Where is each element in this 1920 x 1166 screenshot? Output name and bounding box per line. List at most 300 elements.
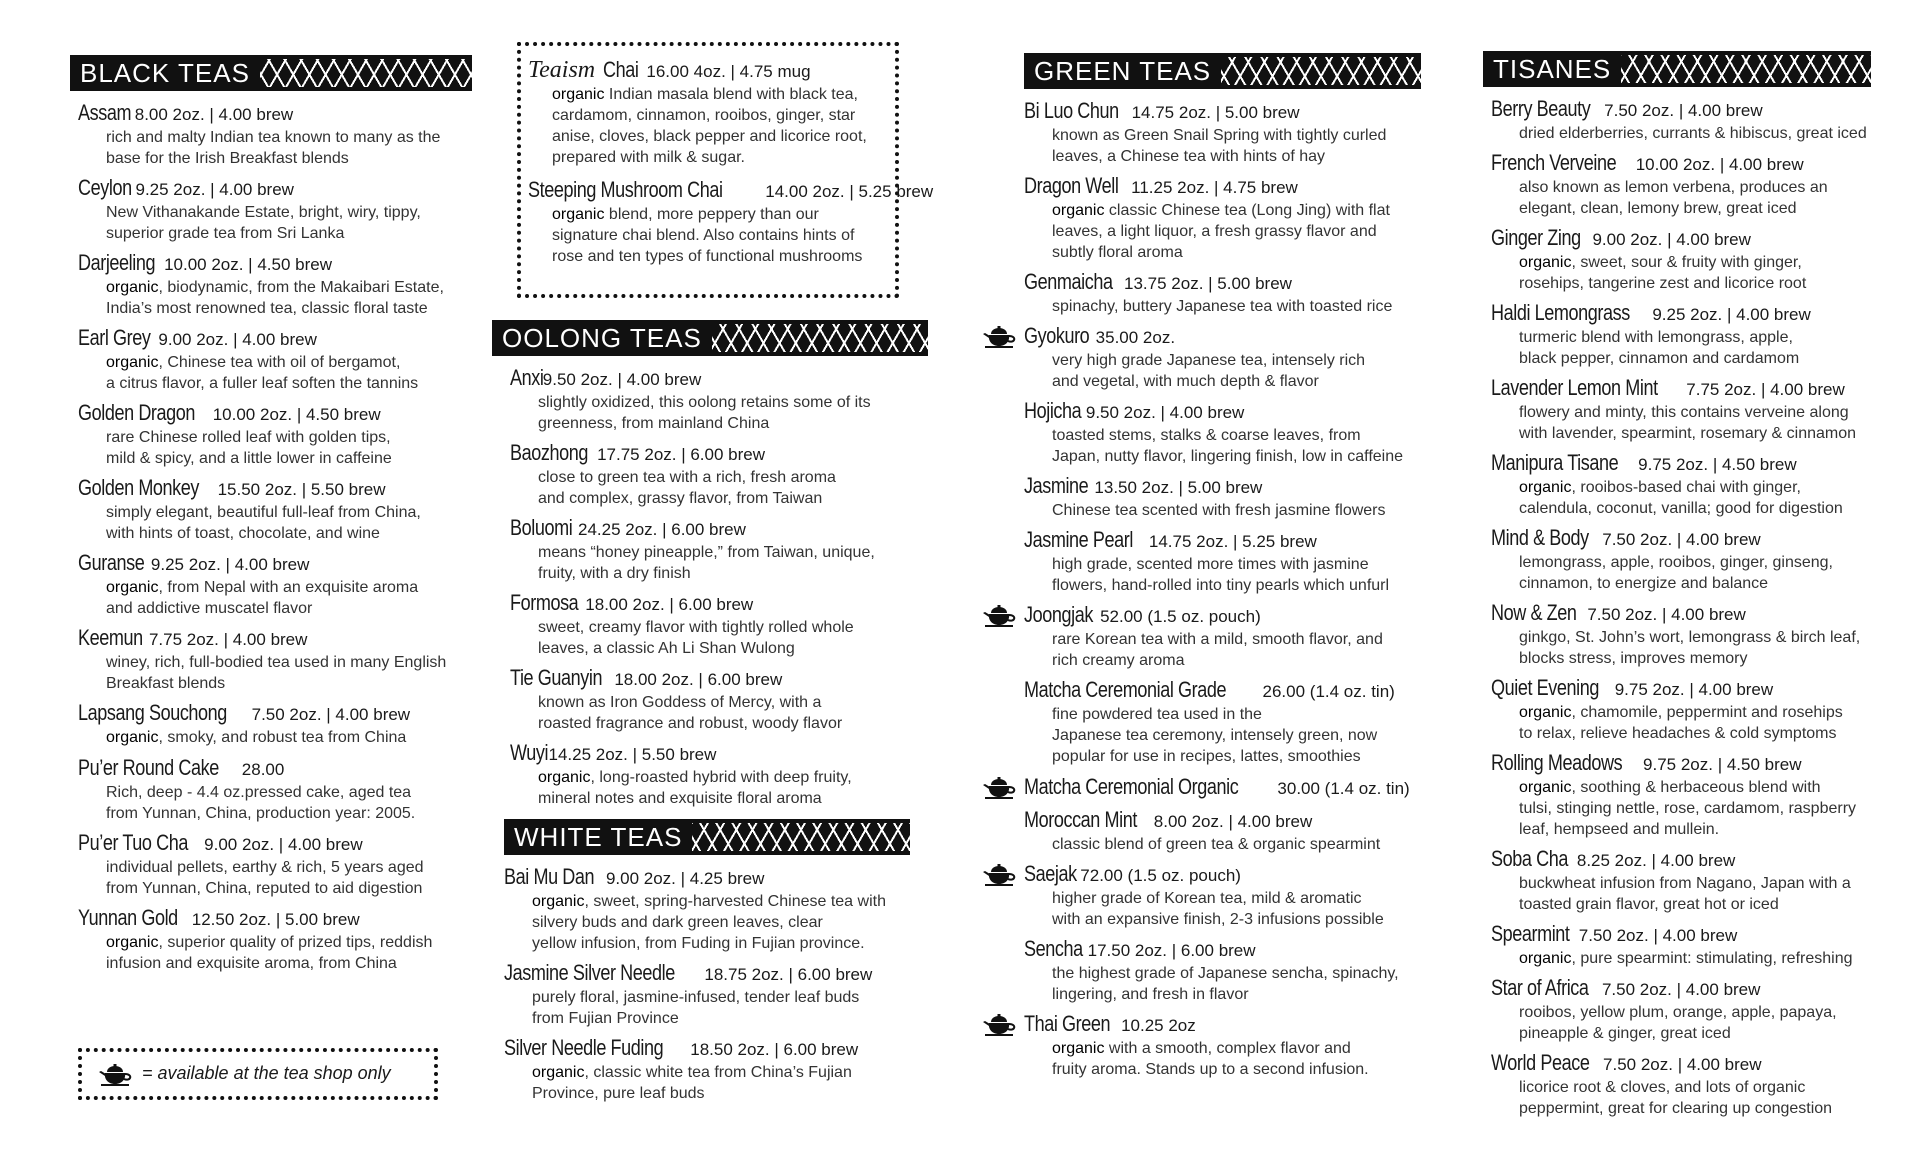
tea-item (78, 326, 470, 394)
tea-price: 7.50 2oz. | 4.00 brew (1601, 980, 1761, 999)
tea-description (1024, 1038, 1444, 1080)
tea-name: Lavender Lemon Mint (1491, 375, 1658, 400)
green-teas-section (1024, 53, 1444, 1087)
description-line: known as Green Snail Spring with tightly curled (1052, 127, 1387, 144)
tea-item (78, 756, 470, 824)
tea-item (1491, 847, 1903, 915)
tea-item (1491, 151, 1903, 219)
description-line: organic, classic white tea from China’s Fujian (532, 1064, 852, 1081)
description-line: calendula, coconut, vanilla; good for digestion (1519, 500, 1843, 517)
organic-label: organic (106, 579, 159, 596)
description-line: very high grade Japanese tea, intensely rich (1052, 352, 1366, 369)
tea-price: 9.25 2oz. | 4.00 brew (135, 180, 294, 199)
tea-price: 13.75 2oz. | 5.00 brew (1124, 274, 1292, 293)
description-line: organic, smoky, and robust tea from China (106, 729, 407, 746)
tea-item (1491, 97, 1903, 144)
tea-description (1491, 777, 1903, 840)
tea-item (510, 591, 922, 659)
description-line: peppermint, great for clearing up congestion (1519, 1100, 1833, 1117)
tea-name: Anxi (510, 365, 544, 390)
tea-item (78, 101, 470, 169)
organic-label: organic (1519, 479, 1572, 496)
tea-item (1491, 751, 1903, 840)
tea-name: Hojicha (1024, 398, 1082, 423)
tea-price: 9.00 2oz. | 4.00 brew (158, 330, 317, 349)
description-line: organic, sweet, sour & fruity with ginger, (1519, 254, 1802, 271)
tea-description (78, 352, 470, 394)
description-line: organic, pure spearmint: stimulating, refreshing (1519, 950, 1853, 967)
tea-heading (78, 701, 470, 727)
tea-name: Now & Zen (1491, 600, 1577, 625)
description-line: higher grade of Korean tea, mild & aromatic (1052, 890, 1362, 907)
tea-item (78, 701, 470, 748)
tea-price: 14.25 2oz. | 5.50 brew (548, 745, 717, 764)
tea-name: Berry Beauty (1491, 96, 1591, 121)
tea-description (1491, 552, 1903, 594)
tea-description (78, 202, 470, 244)
tea-description (1491, 123, 1903, 144)
organic-label: organic (106, 279, 159, 296)
tea-heading (78, 326, 470, 352)
tea-name: Joongjak (1024, 602, 1093, 627)
tea-item (1491, 676, 1903, 744)
tea-item (504, 865, 924, 954)
tea-price: 10.00 2oz. | 4.50 brew (212, 405, 381, 424)
tea-name: Silver Needle Fuding (504, 1035, 664, 1060)
tisanes-section (1483, 51, 1903, 1126)
tea-description (510, 467, 922, 509)
description-line: close to green tea with a rich, fresh aroma (538, 469, 836, 486)
tea-price: 9.25 2oz. | 4.00 brew (150, 555, 310, 574)
white-teas-section (504, 819, 924, 1111)
description-line: popular for use in recipes, lattes, smoothies (1052, 748, 1361, 765)
tea-heading (1491, 751, 1903, 777)
description-line: high grade, scented more times with jasmine (1052, 556, 1369, 573)
tea-description (1491, 252, 1903, 294)
description-line: pineapple & ginger, great iced (1519, 1025, 1731, 1042)
tea-name: Soba Cha (1491, 846, 1568, 871)
tea-item (78, 551, 470, 619)
tea-heading (1491, 976, 1903, 1002)
tea-price: 7.75 2oz. | 4.00 brew (148, 630, 308, 649)
description-line: fine powdered tea used in the (1052, 706, 1262, 723)
tea-heading (1024, 174, 1444, 200)
tea-name: Darjeeling (78, 250, 156, 275)
tea-description (510, 767, 922, 809)
tea-price: 7.75 2oz. | 4.00 brew (1686, 380, 1845, 399)
tea-description (504, 1062, 924, 1104)
organic-label: organic (106, 934, 159, 951)
tea-description (1491, 1077, 1903, 1119)
tea-heading (78, 831, 470, 857)
tea-item (1491, 226, 1903, 294)
description-line: toasted stems, stalks & coarse leaves, from (1052, 427, 1361, 444)
legend-box (78, 1048, 438, 1100)
tea-price: 17.75 2oz. | 6.00 brew (597, 445, 766, 464)
tea-item (1491, 451, 1903, 519)
description-line: organic, soothing & herbaceous blend with (1519, 779, 1821, 796)
section-header (1024, 53, 1444, 89)
tea-description (1024, 125, 1444, 167)
organic-label: organic (1519, 950, 1572, 967)
description-line: also known as lemon verbena, produces an (1519, 179, 1828, 196)
tea-heading (1491, 451, 1903, 477)
tea-price: 10.25 2oz (1121, 1016, 1196, 1035)
description-line: rosehips, tangerine zest and licorice root (1519, 275, 1807, 292)
tea-heading (510, 366, 922, 392)
tea-description (1024, 888, 1444, 930)
tea-heading (1024, 937, 1444, 963)
description-line: cardamom, cinnamon, rooibos, ginger, star (552, 107, 856, 124)
tea-heading (78, 251, 470, 277)
description-line: Chinese tea scented with fresh jasmine flowers (1052, 502, 1386, 519)
tea-heading (1491, 151, 1903, 177)
section-header (70, 55, 470, 91)
decorative-pattern (692, 819, 910, 855)
description-line: ginkgo, St. John’s wort, lemongrass & birch leaf, (1519, 629, 1861, 646)
description-line: organic, Chinese tea with oil of bergamot, (106, 354, 401, 371)
tea-description (528, 204, 898, 267)
description-line: roasted fragrance and robust, woody flavor (538, 715, 843, 732)
tea-name: Dragon Well (1024, 173, 1119, 198)
tea-item (1491, 1051, 1903, 1119)
tea-name: Chai (603, 57, 639, 82)
tea-description (78, 577, 470, 619)
description-line: Province, pure leaf buds (532, 1085, 705, 1102)
tea-price: 11.25 2oz. | 4.75 brew (1131, 178, 1298, 197)
tea-price: 26.00 (1.4 oz. tin) (1262, 682, 1395, 701)
tea-heading (1024, 775, 1444, 801)
description-line: organic, long-roasted hybrid with deep fruity, (538, 769, 852, 786)
tea-description (510, 392, 922, 434)
tea-heading (78, 626, 470, 652)
description-line: Japan, nutty flavor, lingering finish, low in caffeine (1052, 448, 1404, 465)
tea-heading (78, 476, 470, 502)
organic-label: organic (1519, 779, 1572, 796)
description-line: individual pellets, earthy & rich, 5 years aged (106, 859, 424, 876)
tea-item (510, 666, 922, 734)
tea-description (1024, 834, 1444, 855)
tea-name: Matcha Ceremonial Organic (1024, 774, 1239, 799)
description-line: with an expansive finish, 2-3 infusions possible (1052, 911, 1384, 928)
description-line: from Fujian Province (532, 1010, 679, 1027)
tea-item (1491, 526, 1903, 594)
tea-price: 14.75 2oz. | 5.00 brew (1131, 103, 1300, 122)
tea-heading (504, 961, 924, 987)
tea-item (1024, 399, 1444, 467)
description-line: from Yunnan, China, reputed to aid digestion (106, 880, 423, 897)
tea-item (528, 177, 934, 267)
tea-description (1491, 627, 1903, 669)
description-line: signature chai blend. Also contains hints of (552, 227, 855, 244)
tea-heading (1491, 97, 1903, 123)
tea-price: 9.25 2oz. | 4.00 brew (1652, 305, 1811, 324)
tea-description (78, 427, 470, 469)
tea-heading (78, 176, 470, 202)
tea-item (528, 58, 898, 168)
tea-price: 10.00 2oz. | 4.00 brew (1635, 155, 1804, 174)
tea-heading (1024, 324, 1444, 350)
tea-name: Tie Guanyin (510, 665, 603, 690)
description-line: greenness, from mainland China (538, 415, 770, 432)
tea-name: World Peace (1491, 1050, 1590, 1075)
description-line: prepared with milk & sugar. (552, 149, 745, 166)
description-line: blocks stress, improves memory (1519, 650, 1748, 667)
tea-price: 15.50 2oz. | 5.50 brew (217, 480, 386, 499)
tea-heading (1024, 678, 1444, 704)
tea-price: 14.75 2oz. | 5.25 brew (1148, 532, 1317, 551)
teapot-icon (982, 864, 1016, 886)
description-line: base for the Irish Breakfast blends (106, 150, 349, 167)
tea-name: Moroccan Mint (1024, 807, 1137, 832)
tea-price: 12.50 2oz. | 5.00 brew (191, 910, 360, 929)
tea-description (78, 127, 470, 169)
tea-item (1491, 976, 1903, 1044)
description-line: fruity, with a dry finish (538, 565, 691, 582)
tea-heading (1024, 603, 1444, 629)
tea-item (510, 741, 922, 809)
teapot-icon (982, 1014, 1016, 1036)
tea-price: 18.00 2oz. | 6.00 brew (585, 595, 754, 614)
description-line: flowery and minty, this contains verveine along (1519, 404, 1849, 421)
tea-description (1024, 629, 1444, 671)
tea-price: 9.75 2oz. | 4.50 brew (1638, 455, 1797, 474)
tea-item (78, 251, 470, 319)
description-line: mild & spicy, and a little lower in caffeine (106, 450, 392, 467)
tea-item (1024, 474, 1444, 521)
tea-item (1024, 808, 1444, 855)
tea-price: 13.50 2oz. | 5.00 brew (1094, 478, 1263, 497)
description-line: rooibos, yellow plum, orange, apple, papaya, (1519, 1004, 1837, 1021)
tea-heading (1024, 1012, 1444, 1038)
tea-heading (78, 551, 470, 577)
tea-name: Yunnan Gold (78, 905, 178, 930)
tea-item (1024, 99, 1444, 167)
description-line: rose and ten types of functional mushrooms (552, 248, 863, 265)
decorative-pattern (1221, 53, 1421, 89)
tea-description (1024, 200, 1444, 263)
tea-item (78, 476, 470, 544)
tea-item (1024, 174, 1444, 263)
tea-name: Sencha (1024, 936, 1083, 961)
tea-price: 8.25 2oz. | 4.00 brew (1576, 851, 1736, 870)
description-line: Breakfast blends (106, 675, 226, 692)
section-title: WHITE TEAS (504, 819, 692, 855)
description-line: leaf, hempseed and mullein. (1519, 821, 1720, 838)
tea-price: 8.00 2oz. | 4.00 brew (134, 105, 294, 124)
tea-price: 30.00 (1.4 oz. tin) (1277, 779, 1410, 798)
tea-price: 10.00 2oz. | 4.50 brew (164, 255, 332, 274)
section-header (1483, 51, 1903, 87)
tea-price: 7.50 2oz. | 4.00 brew (1603, 1055, 1762, 1074)
tea-description (1024, 704, 1444, 767)
tea-description (78, 277, 470, 319)
tea-name: Thai Green (1024, 1011, 1111, 1036)
description-line: organic, from Nepal with an exquisite aroma (106, 579, 419, 596)
tea-price: 24.25 2oz. | 6.00 brew (577, 520, 746, 539)
tea-list (70, 101, 470, 974)
tea-price: 14.00 2oz. | 5.25 brew (765, 182, 934, 201)
description-line: classic blend of green tea & organic spearmint (1052, 836, 1381, 853)
description-line: subtly floral aroma (1052, 244, 1183, 261)
description-line: and addictive muscatel flavor (106, 600, 313, 617)
black-teas-section (70, 55, 470, 981)
description-line: the highest grade of Japanese sencha, spinachy, (1052, 965, 1399, 982)
section-header (504, 819, 924, 855)
tea-name: Ceylon (78, 175, 132, 200)
description-line: turmeric blend with lemongrass, apple, (1519, 329, 1793, 346)
decorative-pattern (712, 320, 928, 356)
description-line: dried elderberries, currants & hibiscus, great iced (1519, 125, 1867, 142)
tea-item (1024, 603, 1444, 671)
description-line: India’s most renowned tea, classic floral taste (106, 300, 428, 317)
section-title: OOLONG TEAS (492, 320, 712, 356)
tea-heading (1024, 808, 1444, 834)
organic-label: organic (1052, 1040, 1105, 1057)
tea-heading (504, 865, 924, 891)
description-line: lemongrass, apple, rooibos, ginger, ginseng, (1519, 554, 1833, 571)
tea-heading (1491, 526, 1903, 552)
description-line: to relax, relieve headaches & cold symptoms (1519, 725, 1837, 742)
tea-heading (78, 756, 470, 782)
organic-label: organic (538, 769, 591, 786)
organic-label: organic (532, 1064, 585, 1081)
tea-item (1024, 270, 1444, 317)
tea-item (1491, 301, 1903, 369)
organic-label: organic (1519, 704, 1572, 721)
tea-description (1491, 177, 1903, 219)
tea-description (78, 782, 470, 824)
tea-item (78, 626, 470, 694)
tea-description (1024, 554, 1444, 596)
tea-heading (528, 58, 898, 84)
description-line: organic with a smooth, complex flavor and (1052, 1040, 1351, 1057)
tea-description (504, 987, 924, 1029)
tea-name: Jasmine (1024, 473, 1089, 498)
tea-description (510, 542, 922, 584)
section-title: GREEN TEAS (1024, 53, 1221, 89)
decorative-pattern (1621, 51, 1871, 87)
tea-description (78, 652, 470, 694)
section-header (492, 320, 922, 356)
tea-heading (1024, 270, 1444, 296)
tea-name: Manipura Tisane (1491, 450, 1619, 475)
tea-item (510, 516, 922, 584)
tea-name: Quiet Evening (1491, 675, 1599, 700)
tea-description (1024, 500, 1444, 521)
tea-item (1491, 601, 1903, 669)
description-line: toasted grain flavor, great hot or iced (1519, 896, 1779, 913)
tea-item (1024, 528, 1444, 596)
tea-price: 18.00 2oz. | 6.00 brew (614, 670, 783, 689)
tea-item (78, 176, 470, 244)
tea-price: 52.00 (1.5 oz. pouch) (1100, 607, 1261, 626)
tea-heading (504, 1036, 924, 1062)
tea-price: 9.00 2oz. | 4.25 brew (605, 869, 765, 888)
description-line: cinnamon, to energize and balance (1519, 575, 1769, 592)
tea-price: 18.50 2oz. | 6.00 brew (690, 1040, 859, 1059)
tea-item (1024, 775, 1444, 801)
description-line: organic, sweet, spring-harvested Chinese tea with (532, 893, 886, 910)
chai-section (528, 57, 934, 274)
tea-heading (1491, 226, 1903, 252)
description-line: with hints of toast, chocolate, and wine (106, 525, 380, 542)
tea-item (1024, 862, 1444, 930)
tea-heading (1024, 528, 1444, 554)
description-line: simply elegant, beautiful full-leaf from China, (106, 504, 421, 521)
description-line: rich creamy aroma (1052, 652, 1185, 669)
description-line: Rich, deep - 4.4 oz.pressed cake, aged tea (106, 784, 412, 801)
tea-name: Star of Africa (1491, 975, 1589, 1000)
tea-description (1024, 425, 1444, 467)
description-line: sweet, creamy flavor with tightly rolled whole (538, 619, 854, 636)
tea-heading (510, 591, 922, 617)
description-line: with lavender, spearmint, rosemary & cinnamon (1519, 425, 1857, 442)
tea-item (78, 906, 470, 974)
tea-name: Ginger Zing (1491, 225, 1581, 250)
tea-description (78, 932, 470, 974)
tea-name: Spearmint (1491, 921, 1570, 946)
tea-name: Keemun (78, 625, 143, 650)
tea-name: Bai Mu Dan (504, 864, 595, 889)
description-line: organic classic Chinese tea (Long Jing) with flat (1052, 202, 1390, 219)
tea-heading (78, 401, 470, 427)
tea-item (1491, 376, 1903, 444)
description-line: elegant, clean, lemony brew, great iced (1519, 200, 1797, 217)
chai-list (528, 57, 934, 267)
tea-heading (528, 177, 934, 204)
description-line: from Yunnan, China, production year: 2005. (106, 805, 416, 822)
organic-label: organic (552, 86, 605, 103)
legend-text: = available at the tea shop only (142, 1063, 391, 1083)
tea-description (510, 692, 922, 734)
description-line: rare Chinese rolled leaf with golden tips, (106, 429, 391, 446)
section-title: TISANES (1483, 51, 1621, 87)
description-line: infusion and exquisite aroma, from China (106, 955, 397, 972)
description-line: leaves, a Chinese tea with hints of hay (1052, 148, 1326, 165)
tea-description (510, 617, 922, 659)
tea-price: 7.50 2oz. | 4.00 brew (1578, 926, 1738, 945)
tea-name: Pu’er Tuo Cha (78, 830, 188, 855)
tea-heading (1491, 922, 1903, 948)
tea-heading (1491, 847, 1903, 873)
description-line: leaves, a classic Ah Li Shan Wulong (538, 640, 795, 657)
description-line: organic blend, more peppery than our (552, 206, 819, 223)
tea-description (1024, 963, 1444, 1005)
tea-name: Steeping Mushroom Chai (528, 177, 723, 202)
description-line: rich and malty Indian tea known to many as the (106, 129, 441, 146)
tea-heading (78, 906, 470, 932)
description-line: licorice root & cloves, and lots of organic (1519, 1079, 1806, 1096)
description-line: organic, chamomile, peppermint and rosehips (1519, 704, 1843, 721)
organic-label: organic (1052, 202, 1105, 219)
description-line: superior grade tea from Sri Lanka (106, 225, 345, 242)
tea-item (78, 401, 470, 469)
tea-item (1024, 678, 1444, 767)
organic-label: organic (552, 206, 605, 223)
tea-description (1024, 296, 1444, 317)
organic-label: organic (106, 729, 159, 746)
description-line: organic Indian masala blend with black tea, (552, 86, 858, 103)
tea-item (504, 1036, 924, 1104)
description-line: means “honey pineapple,” from Taiwan, unique, (538, 544, 875, 561)
organic-label: organic (1519, 254, 1572, 271)
tea-name: Golden Monkey (78, 475, 200, 500)
tea-heading (1024, 99, 1444, 125)
tea-description (1491, 873, 1903, 915)
tea-name: Jasmine Pearl (1024, 527, 1133, 552)
description-line: silvery buds and dark green leaves, clear (532, 914, 823, 931)
